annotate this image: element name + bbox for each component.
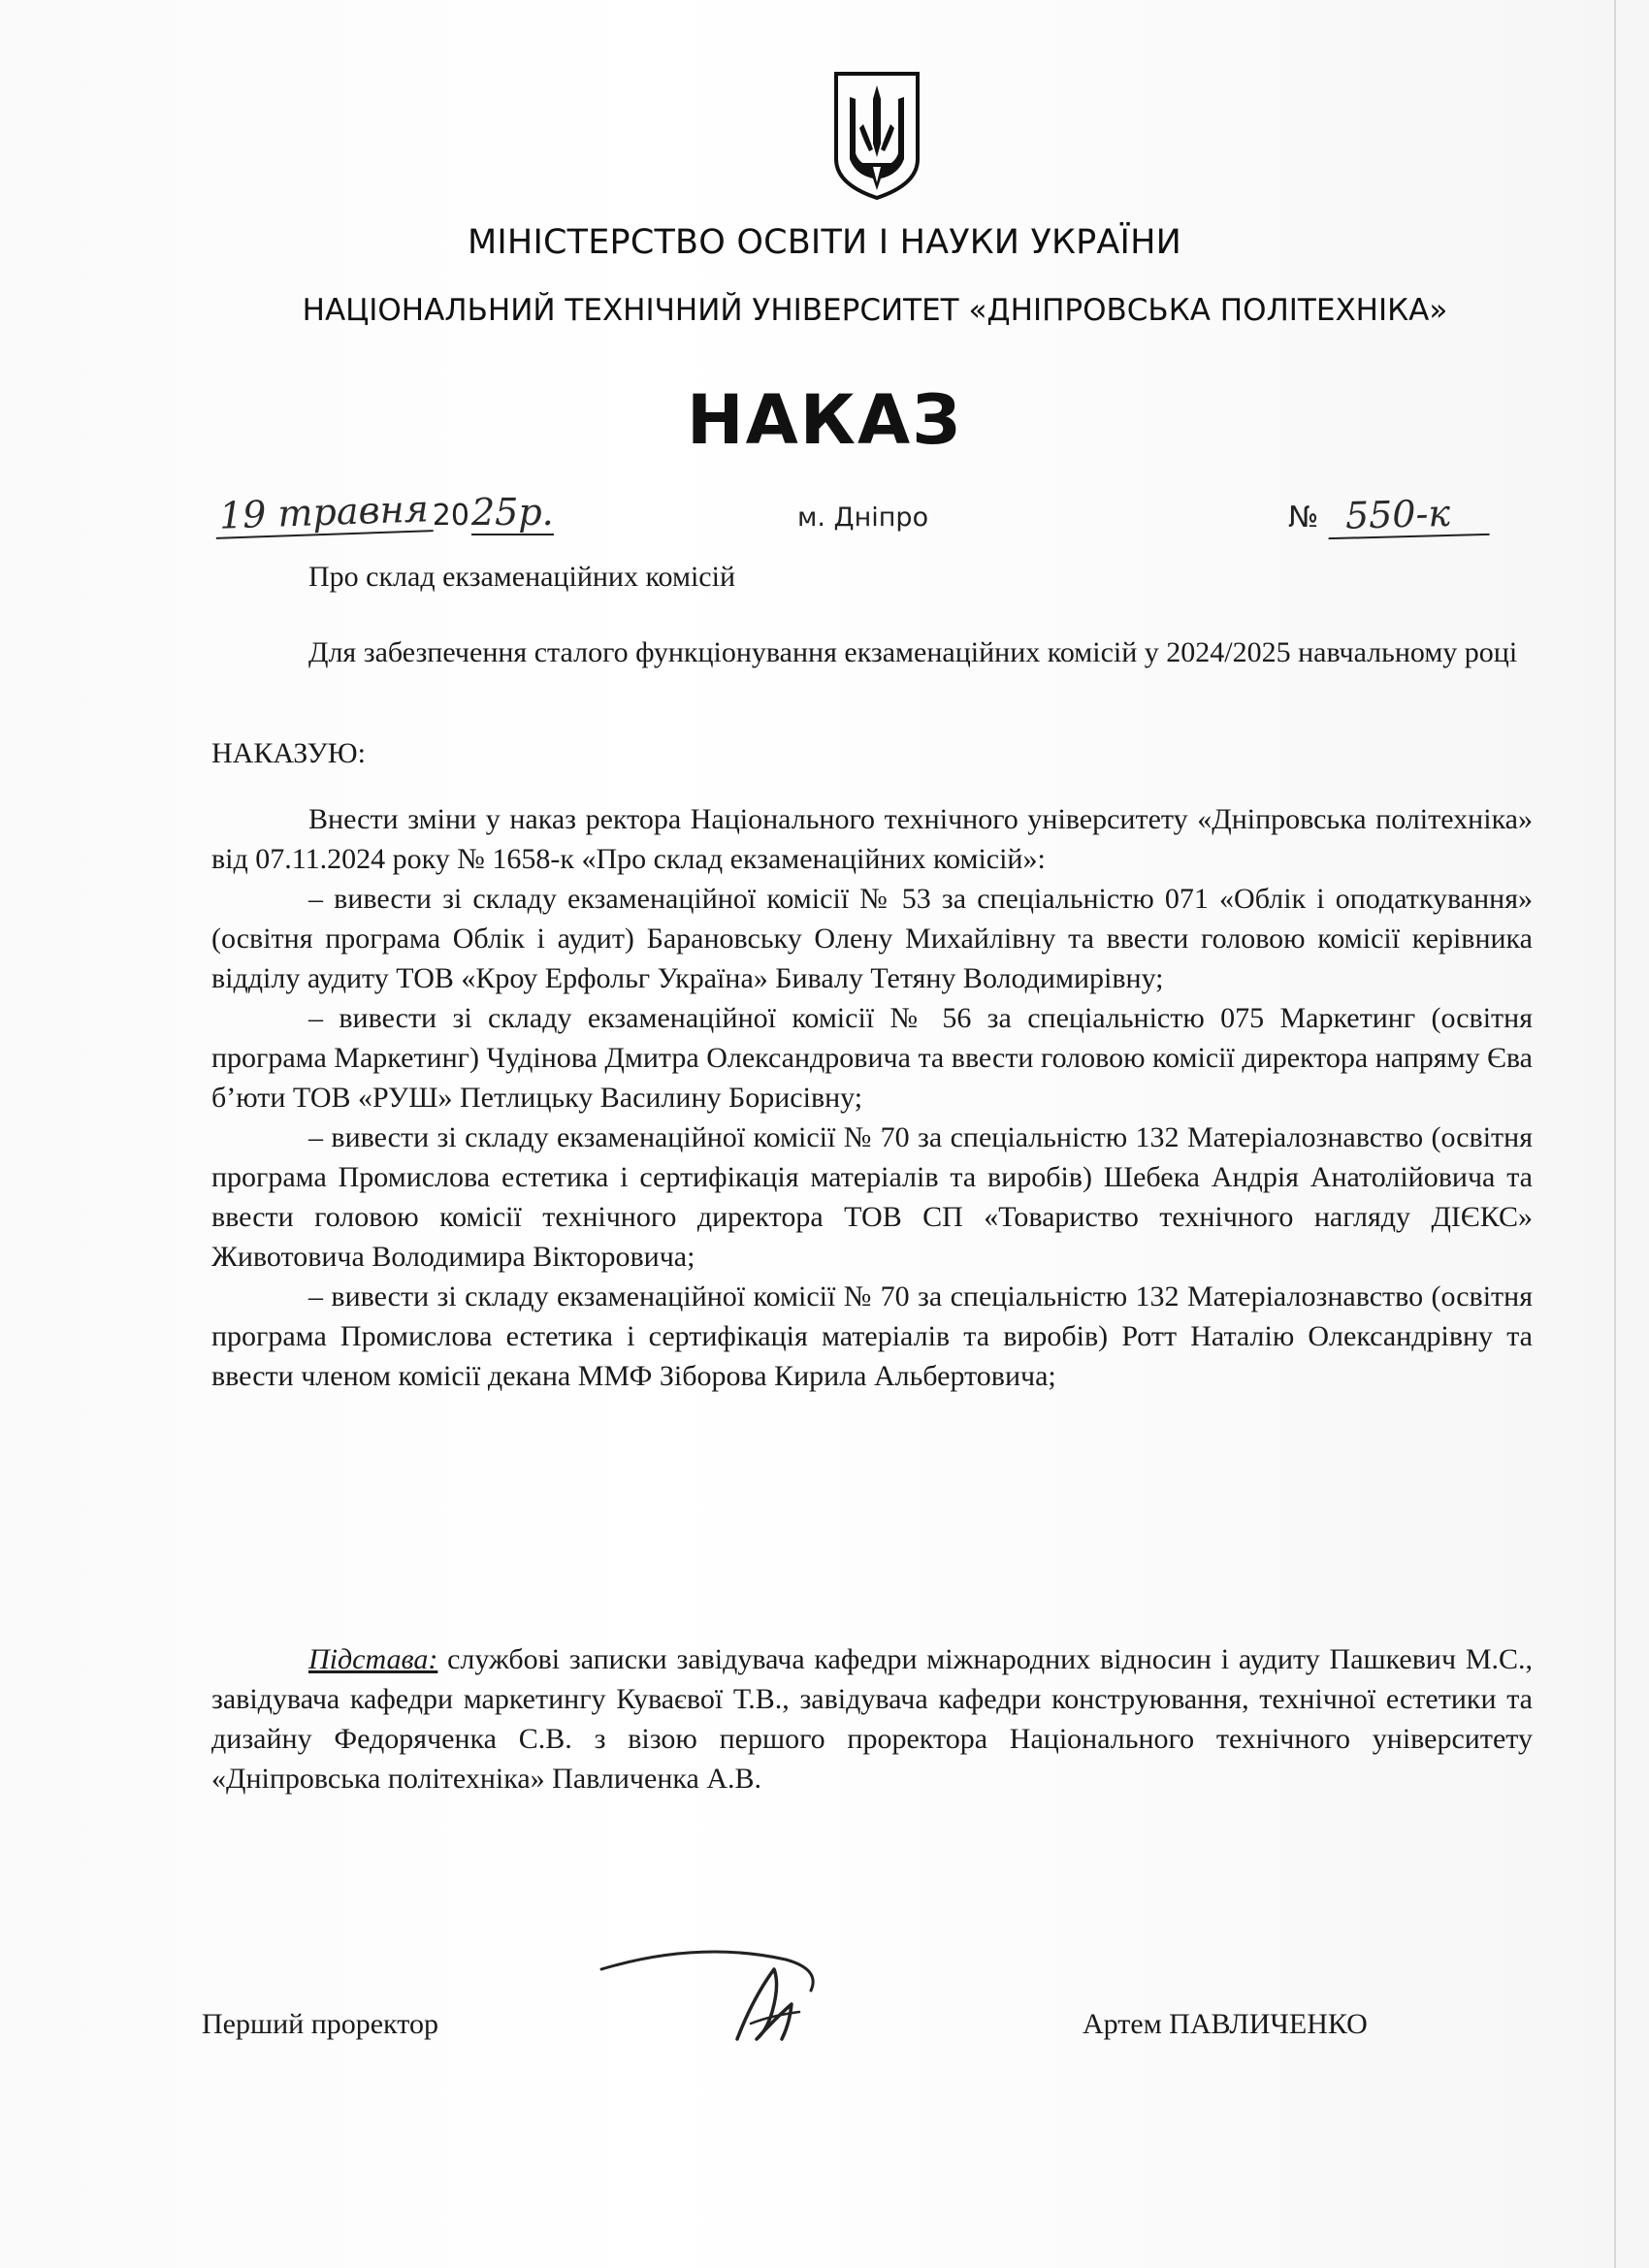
year-digits: 25 [470,491,519,534]
body-paragraph: – вивести зі складу екзаменаційної комісії № 70 за спеціальністю 132 Матеріалознавство (освітня програма Промислова естетика і сертифікація матеріалів та виробів) Шебека Андрія Анатолійовича та ввести головою комісії технічного директора ТОВ СП «Товариство технічного нагляду ДІЄКС» Животовича Володимира Вікторовича; [211,1121,1533,1273]
basis-paragraph [211,1639,1533,1798]
ministry-title: МІНІСТЕРСТВО ОСВІТИ І НАУКИ УКРАЇНИ [468,223,1181,262]
handwritten-signature-icon [592,1930,844,2057]
order-number [1288,493,1489,537]
preamble-text: Для забезпечення сталого функціонування екзаменаційних комісій у 2024/2025 навчальному році [308,636,1518,668]
signatory-name: Артем ПАВЛИЧЕНКО [1083,2008,1368,2040]
trident-emblem-icon [830,70,923,202]
order-date [215,487,554,537]
body-paragraph: – вивести зі складу екзаменаційної комісії № 53 за спеціальністю 071 «Облік і оподаткування» (освітня програма Облік і аудит) Барановську Олену Михайлівну та ввести головою комісії керівника відділу аудиту ТОВ «Кроу Ерфольг Україна» Бивалу Тетяну Володимирівну; [211,883,1533,994]
year-prefix: 20 [432,499,469,533]
body-paragraph: – вивести зі складу екзаменаційної комісії № 56 за спеціальністю 075 Маркетинг (освітня програма Маркетинг) Чудінова Дмитра Олександровича та ввести головою комісії директора напряму Єва б’юти ТОВ «РУШ» Петлицьку Василину Борисівну; [211,1002,1533,1114]
preamble-paragraph [211,632,1533,672]
number-sign: № [1288,501,1319,535]
scan-edge-line [1614,0,1616,2268]
basis-text-block [211,1639,1533,1798]
basis-text: службові записки завідувача кафедри міжнародних відносин і аудиту Пашкевич М.С., завідувача кафедри маркетингу Куваєвої Т.В., завідувача кафедри конструювання, технічної естетики та дизайну Федоряченка С.В. з візою першого проректора Національного технічного університету «Дніпровська політехніка» Павличенка А.В. [211,1643,1534,1795]
signatory-title: Перший проректор [202,2008,438,2040]
orders-word: НАКАЗУЮ: [211,737,366,769]
body-paragraph: Внести зміни у наказ ректора Національного технічного університету «Дніпровська політехніка» від 07.11.2024 року № 1658-к «Про склад екзаменаційних комісій»: [211,803,1533,875]
handwritten-date: 19 травня [214,487,433,539]
body-paragraph: – вивести зі складу екзаменаційної комісії № 70 за спеціальністю 132 Матеріалознавство (освітня програма Промислова естетика і сертифікація матеріалів та виробів) Ротт Наталію Олександрівну та ввести членом комісії декана ММФ Зіборова Кирила Альбертовича; [211,1280,1533,1392]
handwritten-number: 550-к [1327,491,1489,539]
handwritten-year [471,491,554,535]
document-type-title: НАКАЗ [687,380,962,460]
basis-label: Підстава: [308,1643,438,1675]
year-suffix: р. [518,491,554,534]
city-label: м. Дніпро [797,502,929,533]
order-body [211,799,1533,1396]
order-subject: Про склад екзаменаційних комісій [308,561,735,593]
university-title: НАЦІОНАЛЬНИЙ ТЕХНІЧНИЙ УНІВЕРСИТЕТ «ДНІПРОВСЬКА ПОЛІТЕХНІКА» [302,293,1448,328]
